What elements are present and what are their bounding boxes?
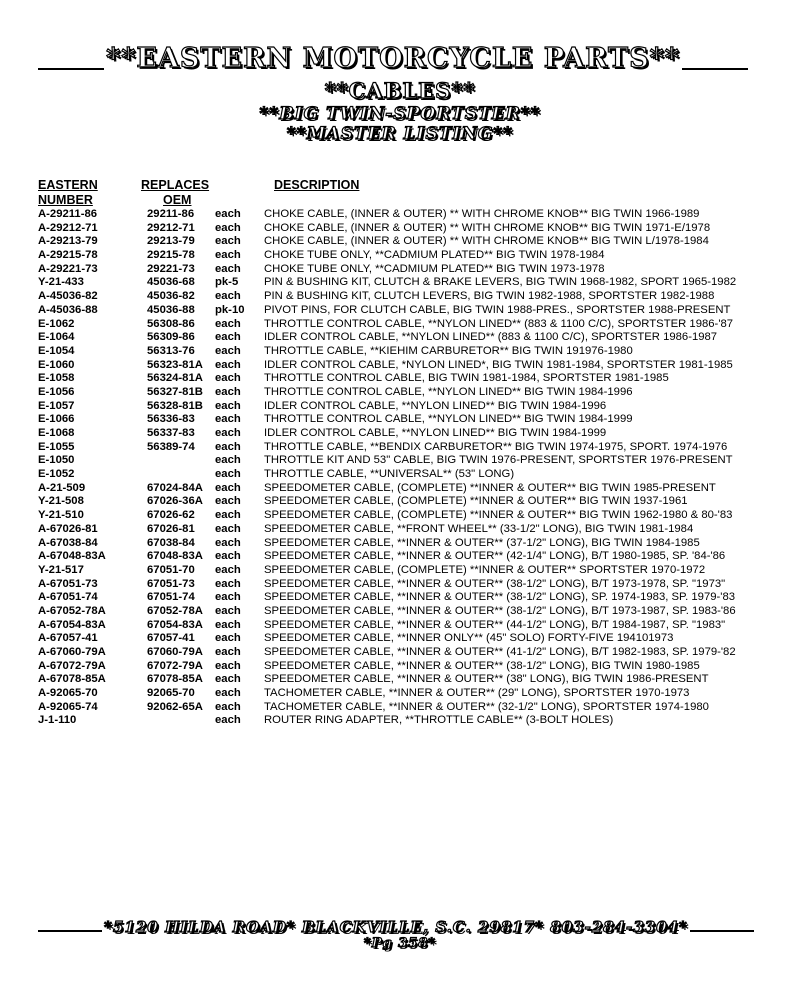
oem-number: 56327-81B xyxy=(147,385,203,398)
oem-number: 56328-81B xyxy=(147,399,203,412)
part-number: A-29212-71 xyxy=(38,221,98,234)
table-row xyxy=(38,318,778,332)
part-description: SPEEDOMETER CABLE, **INNER & OUTER** (42-1/4" LONG), B/T 1980-1985, SP. '84-'86 xyxy=(264,550,726,563)
table-row xyxy=(38,591,778,605)
unit-qty: each xyxy=(215,591,241,604)
parts-table xyxy=(38,208,778,728)
unit-qty: each xyxy=(215,235,241,248)
part-description: SPEEDOMETER CABLE, **INNER & OUTER** (38-1/2" LONG), SP. 1974-1983, SP. 1979-'83 xyxy=(264,591,736,604)
unit-qty: each xyxy=(215,208,241,220)
part-description: SPEEDOMETER CABLE, **INNER & OUTER** (38-1/2" LONG), B/T 1973-1987, SP. 1983-'86 xyxy=(264,604,736,617)
unit-qty: each xyxy=(215,290,241,303)
part-number: A-67038-84 xyxy=(38,536,98,549)
part-description: IDLER CONTROL CABLE, **NYLON LINED** BIG TWIN 1984-1999 xyxy=(264,427,607,439)
oem-number: 67048-83A xyxy=(147,550,203,563)
part-description: SPEEDOMETER CABLE, (COMPLETE) **INNER & OUTER** BIG TWIN 1937-1961 xyxy=(264,495,688,508)
part-description: IDLER CONTROL CABLE, *NYLON LINED*, BIG TWIN 1981-1984, SPORTSTER 1981-1985 xyxy=(264,358,733,371)
oem-number: 56309-86 xyxy=(147,331,195,344)
table-row xyxy=(38,249,778,263)
table-row xyxy=(38,263,778,277)
table-row xyxy=(38,372,778,386)
part-number: E-1056 xyxy=(38,385,75,398)
part-number: Y-21-517 xyxy=(38,563,84,576)
oem-number: 67052-78A xyxy=(147,604,203,617)
part-description: SPEEDOMETER CABLE, **INNER & OUTER** (41-1/2" LONG), B/T 1982-1983, SP. 1979-'82 xyxy=(264,646,736,658)
part-description: CHOKE TUBE ONLY, **CADMIUM PLATED** BIG TWIN 1978-1984 xyxy=(264,249,605,262)
part-description: ROUTER RING ADAPTER, **THROTTLE CABLE** (3-BOLT HOLES) xyxy=(264,714,614,727)
unit-qty: each xyxy=(215,509,241,522)
part-number: A-67057-41 xyxy=(38,632,98,645)
table-row xyxy=(38,523,778,537)
unit-qty: pk-5 xyxy=(215,276,239,289)
unit-qty: each xyxy=(215,413,241,426)
oem-number: 56336-83 xyxy=(147,413,195,426)
oem-number: 67026-62 xyxy=(147,509,195,522)
section-title: **CABLES** xyxy=(324,78,476,103)
table-row xyxy=(38,482,778,496)
oem-number: 29212-71 xyxy=(147,221,195,234)
oem-number: 56389-74 xyxy=(147,440,195,453)
part-description: SPEEDOMETER CABLE, **INNER & OUTER** (44-1/2" LONG), B/T 1984-1987, SP. "1983" xyxy=(264,618,726,631)
part-number: E-1052 xyxy=(38,468,75,481)
unit-qty: each xyxy=(215,344,241,357)
table-row xyxy=(38,646,778,660)
part-description: CHOKE CABLE, (INNER & OUTER) ** WITH CHROME KNOB** BIG TWIN 1966-1989 xyxy=(264,208,700,220)
part-number: A-45036-82 xyxy=(38,290,98,303)
part-description: SPEEDOMETER CABLE, (COMPLETE) **INNER & OUTER** BIG TWIN 1962-1980 & 80-'83 xyxy=(264,509,733,522)
table-row xyxy=(38,714,778,728)
unit-qty: each xyxy=(215,440,241,453)
unit-qty: each xyxy=(215,604,241,617)
unit-qty: each xyxy=(215,399,241,412)
unit-qty: each xyxy=(215,618,241,631)
part-number: E-1050 xyxy=(38,454,75,467)
part-number: A-67026-81 xyxy=(38,522,98,535)
page-number: *Pg 358* xyxy=(363,936,437,951)
part-number: A-29213-79 xyxy=(38,235,98,248)
oem-number: 29215-78 xyxy=(147,249,195,262)
table-row xyxy=(38,441,778,455)
part-description: PIVOT PINS, FOR CLUTCH CABLE, BIG TWIN 1988-PRES., SPORTSTER 1988-PRESENT xyxy=(264,303,731,316)
unit-qty: each xyxy=(215,331,241,344)
table-row xyxy=(38,208,778,222)
oem-number: 29211-86 xyxy=(147,208,195,220)
part-number: A-21-509 xyxy=(38,481,86,494)
part-description: TACHOMETER CABLE, **INNER & OUTER** (29" LONG), SPORTSTER 1970-1973 xyxy=(264,687,690,700)
oem-number: 67051-74 xyxy=(147,591,195,604)
unit-qty: each xyxy=(215,372,241,385)
part-number: Y-21-510 xyxy=(38,509,84,522)
table-row xyxy=(38,222,778,236)
col-header-number: NUMBER xyxy=(38,193,93,207)
part-description: IDLER CONTROL CABLE, **NYLON LINED** BIG TWIN 1984-1996 xyxy=(264,399,607,412)
oem-number: 29221-73 xyxy=(147,262,195,275)
table-row xyxy=(38,290,778,304)
part-number: A-67052-78A xyxy=(38,604,106,617)
unit-qty: each xyxy=(215,700,241,713)
part-number: J-1-110 xyxy=(38,714,77,727)
part-description: IDLER CONTROL CABLE, **NYLON LINED** (883 & 1100 C/C), SPORTSTER 1986-1987 xyxy=(264,331,718,344)
part-number: Y-21-508 xyxy=(38,495,84,508)
unit-qty: each xyxy=(215,687,241,700)
part-number: A-45036-88 xyxy=(38,303,98,316)
oem-number: 56308-86 xyxy=(147,317,195,330)
unit-qty: each xyxy=(215,577,241,590)
oem-number: 67051-73 xyxy=(147,577,195,590)
part-number: E-1066 xyxy=(38,413,75,426)
oem-number: 45036-88 xyxy=(147,303,195,316)
part-description: SPEEDOMETER CABLE, (COMPLETE) **INNER & OUTER** SPORTSTER 1970-1972 xyxy=(264,563,706,576)
table-row xyxy=(38,632,778,646)
part-description: THROTTLE KIT AND 53" CABLE, BIG TWIN 1976-PRESENT, SPORTSTER 1976-PRESENT xyxy=(264,454,733,467)
footer-rule-left xyxy=(38,930,102,932)
oem-number: 56337-83 xyxy=(147,427,195,439)
part-number: A-29215-78 xyxy=(38,249,98,262)
table-row xyxy=(38,619,778,633)
table-row xyxy=(38,468,778,482)
table-row xyxy=(38,386,778,400)
part-number: A-67048-83A xyxy=(38,550,106,563)
unit-qty: each xyxy=(215,646,241,658)
table-row xyxy=(38,413,778,427)
part-description: THROTTLE CABLE, **UNIVERSAL** (53" LONG) xyxy=(264,468,515,481)
part-description: SPEEDOMETER CABLE, **INNER & OUTER** (37-1/2" LONG), BIG TWIN 1984-1985 xyxy=(264,536,700,549)
unit-qty: each xyxy=(215,221,241,234)
oem-number: 67026-36A xyxy=(147,495,203,508)
unit-qty: each xyxy=(215,495,241,508)
oem-number: 67026-81 xyxy=(147,522,195,535)
oem-number: 29213-79 xyxy=(147,235,195,248)
part-number: A-67051-74 xyxy=(38,591,98,604)
footer-line xyxy=(38,912,754,936)
oem-number: 67072-79A xyxy=(147,659,203,672)
table-row xyxy=(38,345,778,359)
table-row xyxy=(38,673,778,687)
table-row xyxy=(38,495,778,509)
part-description: CHOKE TUBE ONLY, **CADMIUM PLATED** BIG TWIN 1973-1978 xyxy=(264,262,605,275)
part-number: A-67078-85A xyxy=(38,673,106,686)
part-number: A-67054-83A xyxy=(38,618,106,631)
part-description: SPEEDOMETER CABLE, **FRONT WHEEL** (33-1/2" LONG), BIG TWIN 1981-1984 xyxy=(264,522,694,535)
unit-qty: each xyxy=(215,358,241,371)
part-description: PIN & BUSHING KIT, CLUTCH LEVERS, BIG TWIN 1982-1988, SPORTSTER 1982-1988 xyxy=(264,290,715,303)
part-description: THROTTLE CABLE, **KIEHIM CARBURETOR** BIG TWIN 191976-1980 xyxy=(264,344,633,357)
part-description: PIN & BUSHING KIT, CLUTCH & BRAKE LEVERS, BIG TWIN 1968-1982, SPORT 1965-1982 xyxy=(264,276,737,289)
table-row xyxy=(38,605,778,619)
unit-qty: each xyxy=(215,454,241,467)
unit-qty: each xyxy=(215,522,241,535)
unit-qty: each xyxy=(215,249,241,262)
unit-qty: each xyxy=(215,714,241,727)
part-description: TACHOMETER CABLE, **INNER & OUTER** (32-1/2" LONG), SPORTSTER 1974-1980 xyxy=(264,700,709,713)
footer-rule-right xyxy=(690,930,754,932)
title-rule-left xyxy=(38,68,104,70)
oem-number: 67060-79A xyxy=(147,646,203,658)
part-number: A-67051-73 xyxy=(38,577,98,590)
part-number: A-29211-86 xyxy=(38,208,98,220)
oem-number: 56324-81A xyxy=(147,372,203,385)
part-description: THROTTLE CONTROL CABLE, **NYLON LINED** BIG TWIN 1984-1999 xyxy=(264,413,633,426)
part-number: E-1055 xyxy=(38,440,75,453)
oem-number: 92062-65A xyxy=(147,700,203,713)
col-header-description: DESCRIPTION xyxy=(274,178,360,192)
part-number: E-1054 xyxy=(38,344,75,357)
col-header-oem: OEM xyxy=(163,193,192,207)
oem-number: 67057-41 xyxy=(147,632,195,645)
part-number: A-67072-79A xyxy=(38,659,106,672)
part-description: SPEEDOMETER CABLE, **INNER ONLY** (45" SOLO) FORTY-FIVE 194101973 xyxy=(264,632,674,645)
oem-number: 45036-82 xyxy=(147,290,195,303)
part-number: E-1060 xyxy=(38,358,75,371)
part-number: E-1062 xyxy=(38,317,75,330)
page-title: **EASTERN MOTORCYCLE PARTS** xyxy=(106,43,680,74)
part-number: E-1064 xyxy=(38,331,75,344)
oem-number: 67054-83A xyxy=(147,618,203,631)
unit-qty: each xyxy=(215,468,241,481)
unit-qty: each xyxy=(215,385,241,398)
unit-qty: each xyxy=(215,427,241,439)
part-number: A-67060-79A xyxy=(38,646,106,658)
part-description: CHOKE CABLE, (INNER & OUTER) ** WITH CHROME KNOB** BIG TWIN L/1978-1984 xyxy=(264,235,709,248)
table-row xyxy=(38,235,778,249)
model-line: **BIG TWIN-SPORTSTER** xyxy=(259,104,541,124)
unit-qty: each xyxy=(215,563,241,576)
part-description: SPEEDOMETER CABLE, **INNER & OUTER** (38-1/2" LONG), BIG TWIN 1980-1985 xyxy=(264,659,700,672)
unit-qty: each xyxy=(215,673,241,686)
part-description: THROTTLE CONTROL CABLE, **NYLON LINED** BIG TWIN 1984-1996 xyxy=(264,385,633,398)
oem-number: 67024-84A xyxy=(147,481,203,494)
table-row xyxy=(38,578,778,592)
table-row xyxy=(38,331,778,345)
table-row xyxy=(38,537,778,551)
unit-qty: each xyxy=(215,659,241,672)
part-description: SPEEDOMETER CABLE, **INNER & OUTER** (38-1/2" LONG), B/T 1973-1978, SP. "1973" xyxy=(264,577,726,590)
oem-number: 56313-76 xyxy=(147,344,195,357)
title-line xyxy=(38,40,748,74)
oem-number: 92065-70 xyxy=(147,687,195,700)
footer-address: *5120 HILDA ROAD* BLACKVILLE, S.C. 29817* 803-284-3304* xyxy=(104,918,688,936)
oem-number: 56323-81A xyxy=(147,358,203,371)
oem-number: 67051-70 xyxy=(147,563,195,576)
listing-line: **MASTER LISTING** xyxy=(286,124,514,144)
oem-number: 67078-85A xyxy=(147,673,203,686)
unit-qty: each xyxy=(215,481,241,494)
oem-number: 45036-68 xyxy=(147,276,195,289)
table-row xyxy=(38,509,778,523)
col-header-replaces: REPLACES xyxy=(141,178,210,192)
part-description: THROTTLE CONTROL CABLE, BIG TWIN 1981-1984, SPORTSTER 1981-1985 xyxy=(264,372,669,385)
table-row xyxy=(38,550,778,564)
part-number: A-92065-70 xyxy=(38,687,98,700)
title-rule-right xyxy=(682,68,748,70)
table-row xyxy=(38,660,778,674)
table-row xyxy=(38,400,778,414)
oem-number: 67038-84 xyxy=(147,536,195,549)
table-row xyxy=(38,564,778,578)
table-row xyxy=(38,454,778,468)
unit-qty: each xyxy=(215,262,241,275)
unit-qty: pk-10 xyxy=(215,303,245,316)
unit-qty: each xyxy=(215,550,241,563)
part-number: Y-21-433 xyxy=(38,276,84,289)
part-number: A-92065-74 xyxy=(38,700,98,713)
table-row xyxy=(38,427,778,441)
col-header-eastern: EASTERN xyxy=(38,178,98,192)
unit-qty: each xyxy=(215,317,241,330)
unit-qty: each xyxy=(215,632,241,645)
part-number: A-29221-73 xyxy=(38,262,98,275)
table-row xyxy=(38,304,778,318)
part-description: SPEEDOMETER CABLE, (COMPLETE) **INNER & OUTER** BIG TWIN 1985-PRESENT xyxy=(264,481,716,494)
table-row xyxy=(38,359,778,373)
part-number: E-1057 xyxy=(38,399,75,412)
part-description: THROTTLE CONTROL CABLE, **NYLON LINED** (883 & 1100 C/C), SPORTSTER 1986-'87 xyxy=(264,317,734,330)
table-row xyxy=(38,276,778,290)
table-row xyxy=(38,701,778,715)
part-number: E-1058 xyxy=(38,372,75,385)
part-number: E-1068 xyxy=(38,427,75,439)
part-description: SPEEDOMETER CABLE, **INNER & OUTER** (38" LONG), BIG TWIN 1986-PRESENT xyxy=(264,673,709,686)
part-description: THROTTLE CABLE, **BENDIX CARBURETOR** BIG TWIN 1974-1975, SPORT. 1974-1976 xyxy=(264,440,728,453)
table-row xyxy=(38,687,778,701)
part-description: CHOKE CABLE, (INNER & OUTER) ** WITH CHROME KNOB** BIG TWIN 1971-E/1978 xyxy=(264,221,711,234)
unit-qty: each xyxy=(215,536,241,549)
